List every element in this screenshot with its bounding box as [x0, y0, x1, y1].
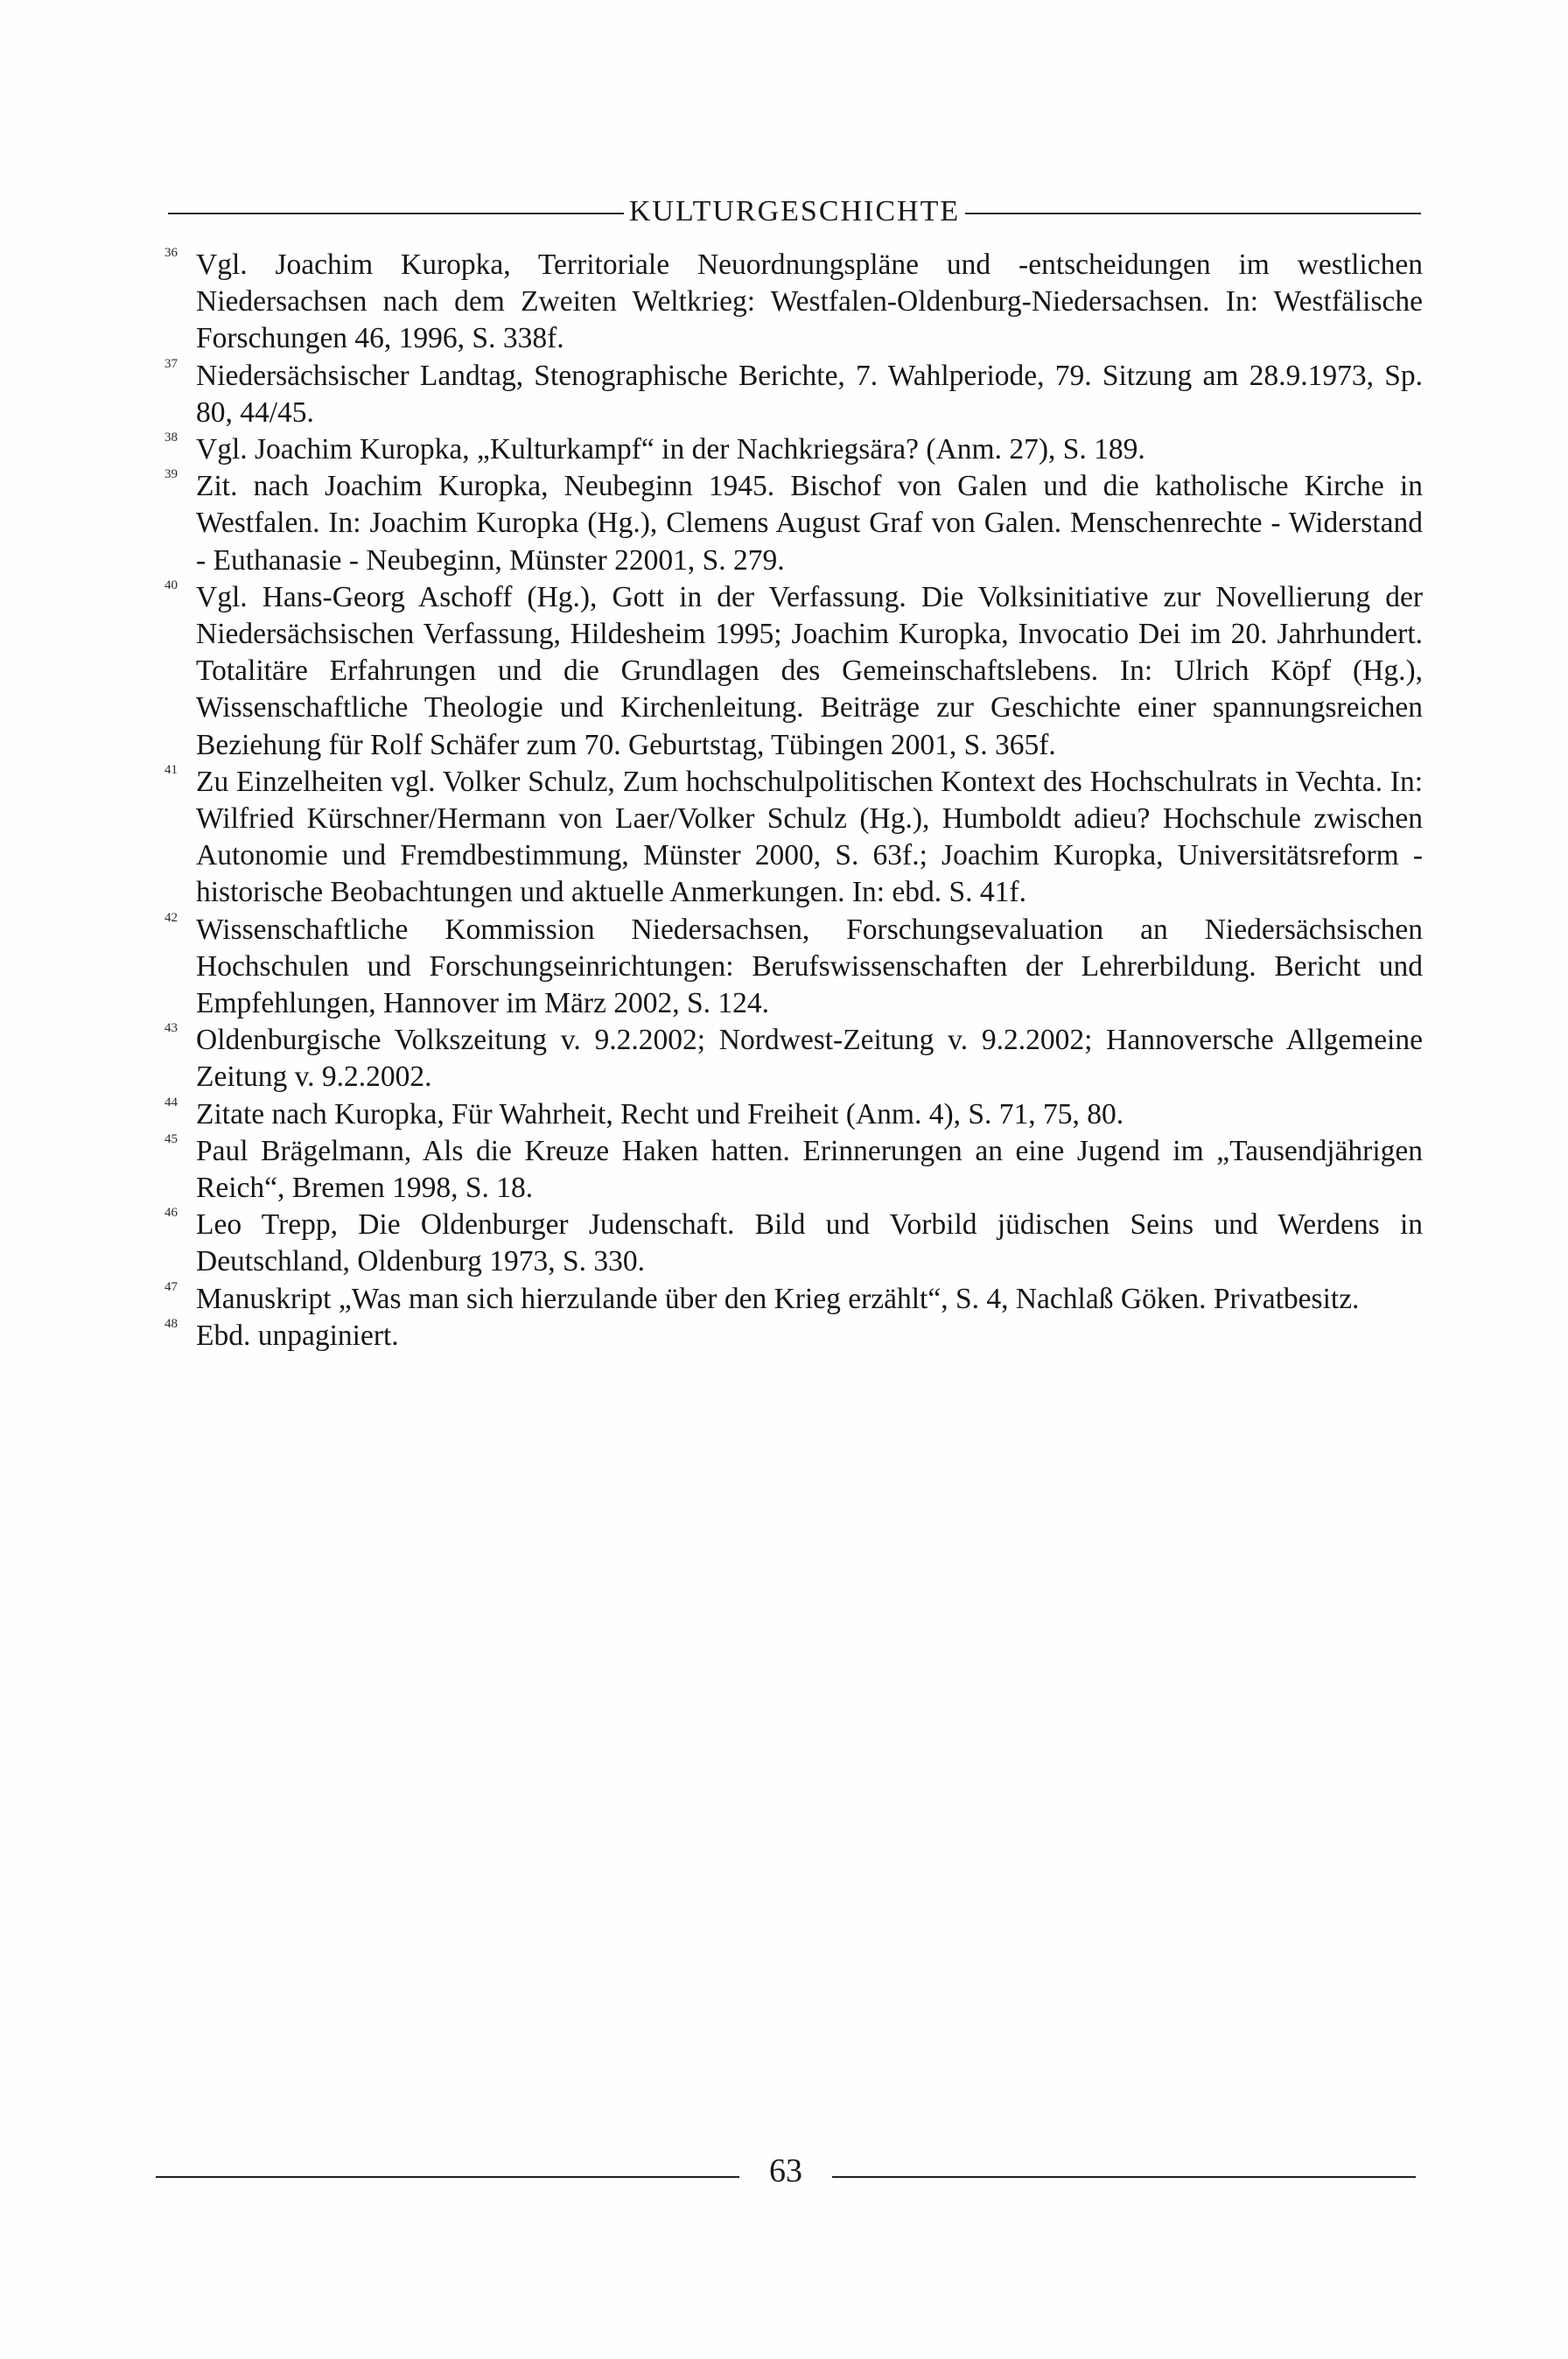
footnote-number: 47	[164, 1279, 178, 1294]
footnote	[163, 431, 1423, 468]
footnote-text: Oldenburgische Volkszeitung v. 9.2.2002; Nordwest-Zeitung v. 9.2.2002; Hannoversche Allgemeine Zeitung v. 9.2.2002.	[196, 1024, 1423, 1094]
header-rule-right	[965, 213, 1421, 214]
footnote-number: 42	[164, 910, 178, 925]
footnote-number: 37	[164, 356, 178, 371]
footnote-number: 38	[164, 430, 178, 445]
footnote-number: 45	[164, 1131, 178, 1146]
footnote	[163, 1022, 1423, 1096]
footer-rule-right	[832, 2176, 1416, 2178]
page-number: 63	[769, 2152, 802, 2189]
footnote	[163, 764, 1423, 912]
footnote-text: Paul Brägelmann, Als die Kreuze Haken hatten. Erinnerungen an eine Jugend im „Tausendjährigen Reich“, Bremen 1998, S. 18.	[196, 1134, 1423, 1205]
footnote-number: 41	[164, 762, 178, 777]
footnote-text: Wissenschaftliche Kommission Niedersachsen, Forschungsevaluation an Niedersächsischen Hochschulen und Forschungseinrichtungen: Berufswissenschaften der Lehrerbildung. Bericht und Empfehlungen, Hannover im März 2002, S. 124.	[196, 913, 1423, 1020]
footnote	[163, 1318, 1423, 1354]
footnote-text: Vgl. Joachim Kuropka, „Kulturkampf“ in der Nachkriegsära? (Anm. 27), S. 189.	[196, 433, 1145, 466]
header-rule-left	[168, 213, 624, 214]
footnote	[163, 468, 1423, 579]
footnote-number: 44	[164, 1095, 178, 1110]
footnote-number: 40	[164, 578, 178, 592]
footnote-text: Zitate nach Kuropka, Für Wahrheit, Recht und Freiheit (Anm. 4), S. 71, 75, 80.	[196, 1097, 1124, 1130]
footnote-number: 43	[164, 1021, 178, 1036]
footnote-text: Zu Einzelheiten vgl. Volker Schulz, Zum hochschulpolitischen Kontext des Hochschulrats in Vechta. In: Wilfried Kürschner/Hermann von Laer/Volker Schulz (Hg.), Humboldt adieu? Hochschule zwischen Autonomie und Fremdbestimmung, Münster 2000, S. 63f.; Joachim Kuropka, Universitätsreform - historische Beobachtungen und aktuelle Anmerkungen. In: ebd. S. 41f.	[196, 765, 1423, 909]
footnote-number: 36	[164, 246, 178, 260]
running-header	[168, 187, 1421, 236]
footnote-text: Ebd. unpaginiert.	[196, 1319, 399, 1352]
footnote-number: 48	[164, 1316, 178, 1331]
footnote	[163, 1281, 1423, 1318]
footnote	[163, 1207, 1423, 1280]
footnote-text: Manuskript „Was man sich hierzulande über den Krieg erzählt“, S. 4, Nachlaß Göken. Privatbesitz.	[196, 1282, 1360, 1315]
footnote-number: 39	[164, 467, 178, 482]
footnote	[163, 912, 1423, 1023]
footnote-list	[163, 247, 1423, 1354]
footnote-text: Vgl. Hans-Georg Aschoff (Hg.), Gott in der Verfassung. Die Volksinitiative zur Novellierung der Niedersächsischen Verfassung, Hildesheim 1995; Joachim Kuropka, Invocatio Dei im 20. Jahrhundert. Totalitäre Erfahrungen und die Grundlagen des Gemeinschaftslebens. In: Ulrich Köpf (Hg.), Wissenschaftliche Theologie und Kirchenleitung. Beiträge zur Geschichte einer spannungsreichen Beziehung für Rolf Schäfer zum 70. Geburtstag, Tübingen 2001, S. 365f.	[196, 580, 1423, 761]
footnote-text: Zit. nach Joachim Kuropka, Neubeginn 1945. Bischof von Galen und die katholische Kirche in Westfalen. In: Joachim Kuropka (Hg.), Clemens August Graf von Galen. Menschenrechte - Widerstand - Euthanasie - Neubeginn, Münster 22001, S. 279.	[196, 470, 1423, 577]
footnote	[163, 247, 1423, 358]
footnote-text: Niedersächsischer Landtag, Stenographische Berichte, 7. Wahlperiode, 79. Sitzung am 28.9.1973, Sp. 80, 44/45.	[196, 359, 1423, 429]
page-footer	[156, 2147, 1416, 2194]
footnote-number: 46	[164, 1206, 178, 1221]
footnote	[163, 358, 1423, 431]
footnote-text: Leo Trepp, Die Oldenburger Judenschaft. Bild und Vorbild jüdischen Seins und Werdens in Deutschland, Oldenburg 1973, S. 330.	[196, 1208, 1423, 1278]
footnote	[163, 1096, 1423, 1133]
footnote	[163, 579, 1423, 764]
footer-rule-left	[156, 2176, 739, 2178]
footnote-text: Vgl. Joachim Kuropka, Territoriale Neuordnungspläne und -entscheidungen im westlichen Niedersachsen nach dem Zweiten Weltkrieg: Westfalen-Oldenburg-Niedersachsen. In: Westfälische Forschungen 46, 1996, S. 338f.	[196, 248, 1423, 355]
running-title: KULTURGESCHICHTE	[628, 195, 961, 228]
footnote	[163, 1133, 1423, 1207]
